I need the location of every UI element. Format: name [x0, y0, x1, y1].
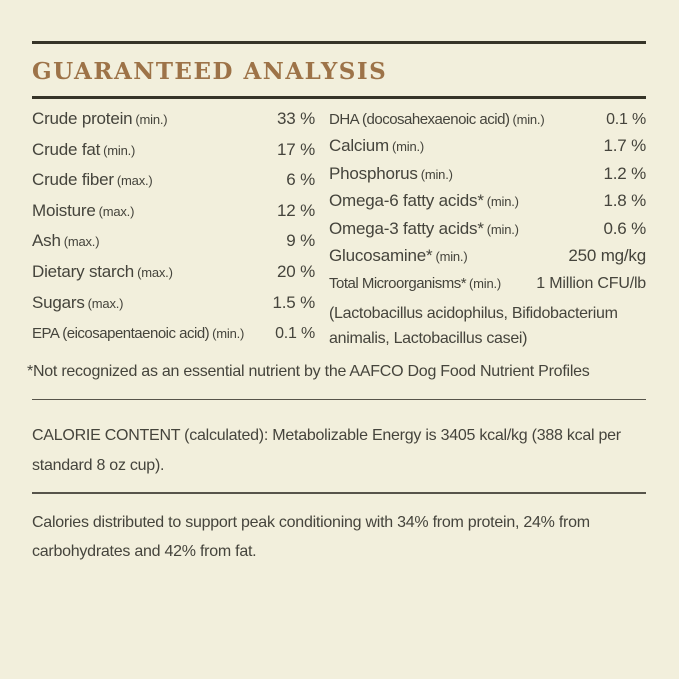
microorganisms-species-line-1: (Lactobacillus acidophilus, Bifidobacterium	[329, 304, 618, 322]
nutrient-qualifier: (max.)	[87, 295, 124, 311]
nutrient-name: Crude protein	[32, 109, 133, 128]
nutrient-value: 250 mg/kg	[568, 245, 646, 265]
nutrient-label	[32, 323, 244, 343]
nutrient-name: Dietary starch	[32, 261, 135, 281]
nutrient-row-phosphorus	[329, 164, 646, 191]
section-title: GUARANTEED ANALYSIS	[32, 58, 388, 85]
nutrient-value: 17 %	[277, 139, 315, 159]
nutrient-value: 0.6 %	[603, 218, 646, 238]
nutrient-value: 0.1 %	[606, 111, 646, 128]
nutrient-value: 1.7 %	[603, 136, 646, 156]
nutrient-row-dietary-starch	[32, 262, 315, 293]
nutrient-qualifier: (min.)	[486, 194, 519, 210]
nutrient-name: DHA (docosahexaenoic acid)	[329, 111, 510, 128]
nutrient-label	[329, 273, 501, 293]
nutrient-column-right	[329, 109, 646, 354]
microorganisms-species-line-2: animalis, Lactobacillus casei)	[329, 329, 528, 347]
nutrient-row-omega6	[329, 191, 646, 218]
nutrient-qualifier: (max.)	[98, 203, 135, 219]
nutrient-row-total-microorganisms	[329, 273, 646, 300]
nutrient-row-omega3	[329, 219, 646, 246]
aafco-footnote: *Not recognized as an essential nutrient by the AAFCO Dog Food Nutrient Profiles	[27, 362, 590, 380]
nutrient-row-epa	[32, 323, 315, 354]
nutrient-row-ash	[32, 231, 315, 262]
nutrient-name: Total Microorganisms*	[329, 275, 467, 293]
nutrient-value: 1 Million CFU/lb	[536, 275, 646, 293]
nutrient-row-calcium	[329, 136, 646, 163]
nutrient-row-crude-fiber	[32, 170, 315, 201]
nutrient-name: Crude fiber	[32, 170, 114, 190]
nutrient-label	[329, 136, 424, 156]
calorie-content-line-1: CALORIE CONTENT (calculated): Metabolizable Energy is 3405 kcal/kg (388 kcal per	[32, 427, 621, 445]
nutrient-name: Ash	[32, 231, 61, 251]
calorie-distribution-paragraph	[32, 508, 646, 567]
nutrient-qualifier: (max.)	[63, 234, 100, 250]
nutrient-row-dha	[329, 109, 646, 136]
nutrient-name: Omega-6 fatty acids*	[329, 191, 484, 211]
nutrient-column-left	[32, 109, 315, 354]
nutrient-row-glucosamine	[329, 246, 646, 273]
nutrient-qualifier: (min.)	[512, 112, 545, 127]
nutrient-value: 1.5 %	[272, 292, 315, 312]
nutrient-name: Omega-3 fatty acids*	[329, 218, 484, 238]
divider-above-calorie-content	[32, 399, 646, 401]
nutrient-row-crude-protein	[32, 109, 315, 140]
nutrient-label	[32, 140, 135, 160]
nutrient-value: 9 %	[286, 231, 315, 251]
nutrient-value: 20 %	[277, 261, 315, 281]
nutrient-value: 6 %	[286, 170, 315, 190]
nutrient-qualifier: (max.)	[137, 264, 173, 280]
nutrient-qualifier: (min.)	[212, 326, 245, 342]
nutrient-name: Glucosamine*	[329, 245, 433, 265]
nutrient-label	[32, 170, 153, 190]
nutrient-label	[32, 201, 134, 221]
nutrient-label	[329, 191, 519, 211]
nutrient-value: 33 %	[277, 109, 315, 128]
nutrient-value: 12 %	[277, 200, 315, 220]
nutrient-value: 0.1 %	[275, 325, 315, 343]
nutrient-name: Calcium	[329, 136, 390, 156]
title-underline-divider	[32, 96, 646, 99]
nutrient-name: EPA (eicosapentaenoic acid)	[32, 325, 210, 343]
nutrient-name: Crude fat	[32, 139, 101, 159]
calorie-distribution-line-1: Calories distributed to support peak conditioning with 34% from protein, 24% from	[32, 513, 590, 531]
calorie-content-line-2: standard 8 oz cup).	[32, 456, 165, 474]
calorie-content-paragraph	[32, 421, 646, 480]
calorie-distribution-line-2: carbohydrates and 42% from fat.	[32, 543, 257, 561]
nutrient-qualifier: (min.)	[392, 139, 425, 155]
nutrient-name: Phosphorus	[329, 163, 418, 183]
nutrient-value: 1.8 %	[603, 191, 646, 211]
guaranteed-analysis-label	[0, 41, 679, 679]
nutrient-label	[329, 164, 453, 184]
nutrient-name: Moisture	[32, 200, 96, 220]
nutrient-qualifier: (max.)	[116, 173, 153, 189]
nutrient-qualifier: (min.)	[469, 276, 502, 292]
nutrient-qualifier: (min.)	[103, 142, 136, 158]
nutrient-label	[32, 262, 173, 282]
nutrient-row-moisture	[32, 201, 315, 232]
nutrient-qualifier: (min.)	[486, 221, 519, 237]
nutrient-label	[32, 293, 123, 313]
top-divider	[32, 41, 646, 44]
nutrient-label	[329, 219, 519, 239]
nutrient-row-sugars	[32, 293, 315, 324]
nutrient-qualifier: (min.)	[435, 248, 468, 264]
nutrient-label	[32, 109, 167, 129]
nutrient-label	[329, 109, 544, 129]
nutrient-label	[329, 246, 467, 266]
nutrient-label	[32, 231, 99, 251]
nutrient-value: 1.2 %	[603, 163, 646, 183]
nutrient-qualifier: (min.)	[135, 112, 168, 127]
nutrient-table	[32, 109, 646, 354]
nutrient-qualifier: (min.)	[420, 166, 453, 182]
divider-above-calorie-distribution	[32, 492, 646, 494]
nutrient-name: Sugars	[32, 292, 85, 312]
nutrient-row-crude-fat	[32, 140, 315, 171]
